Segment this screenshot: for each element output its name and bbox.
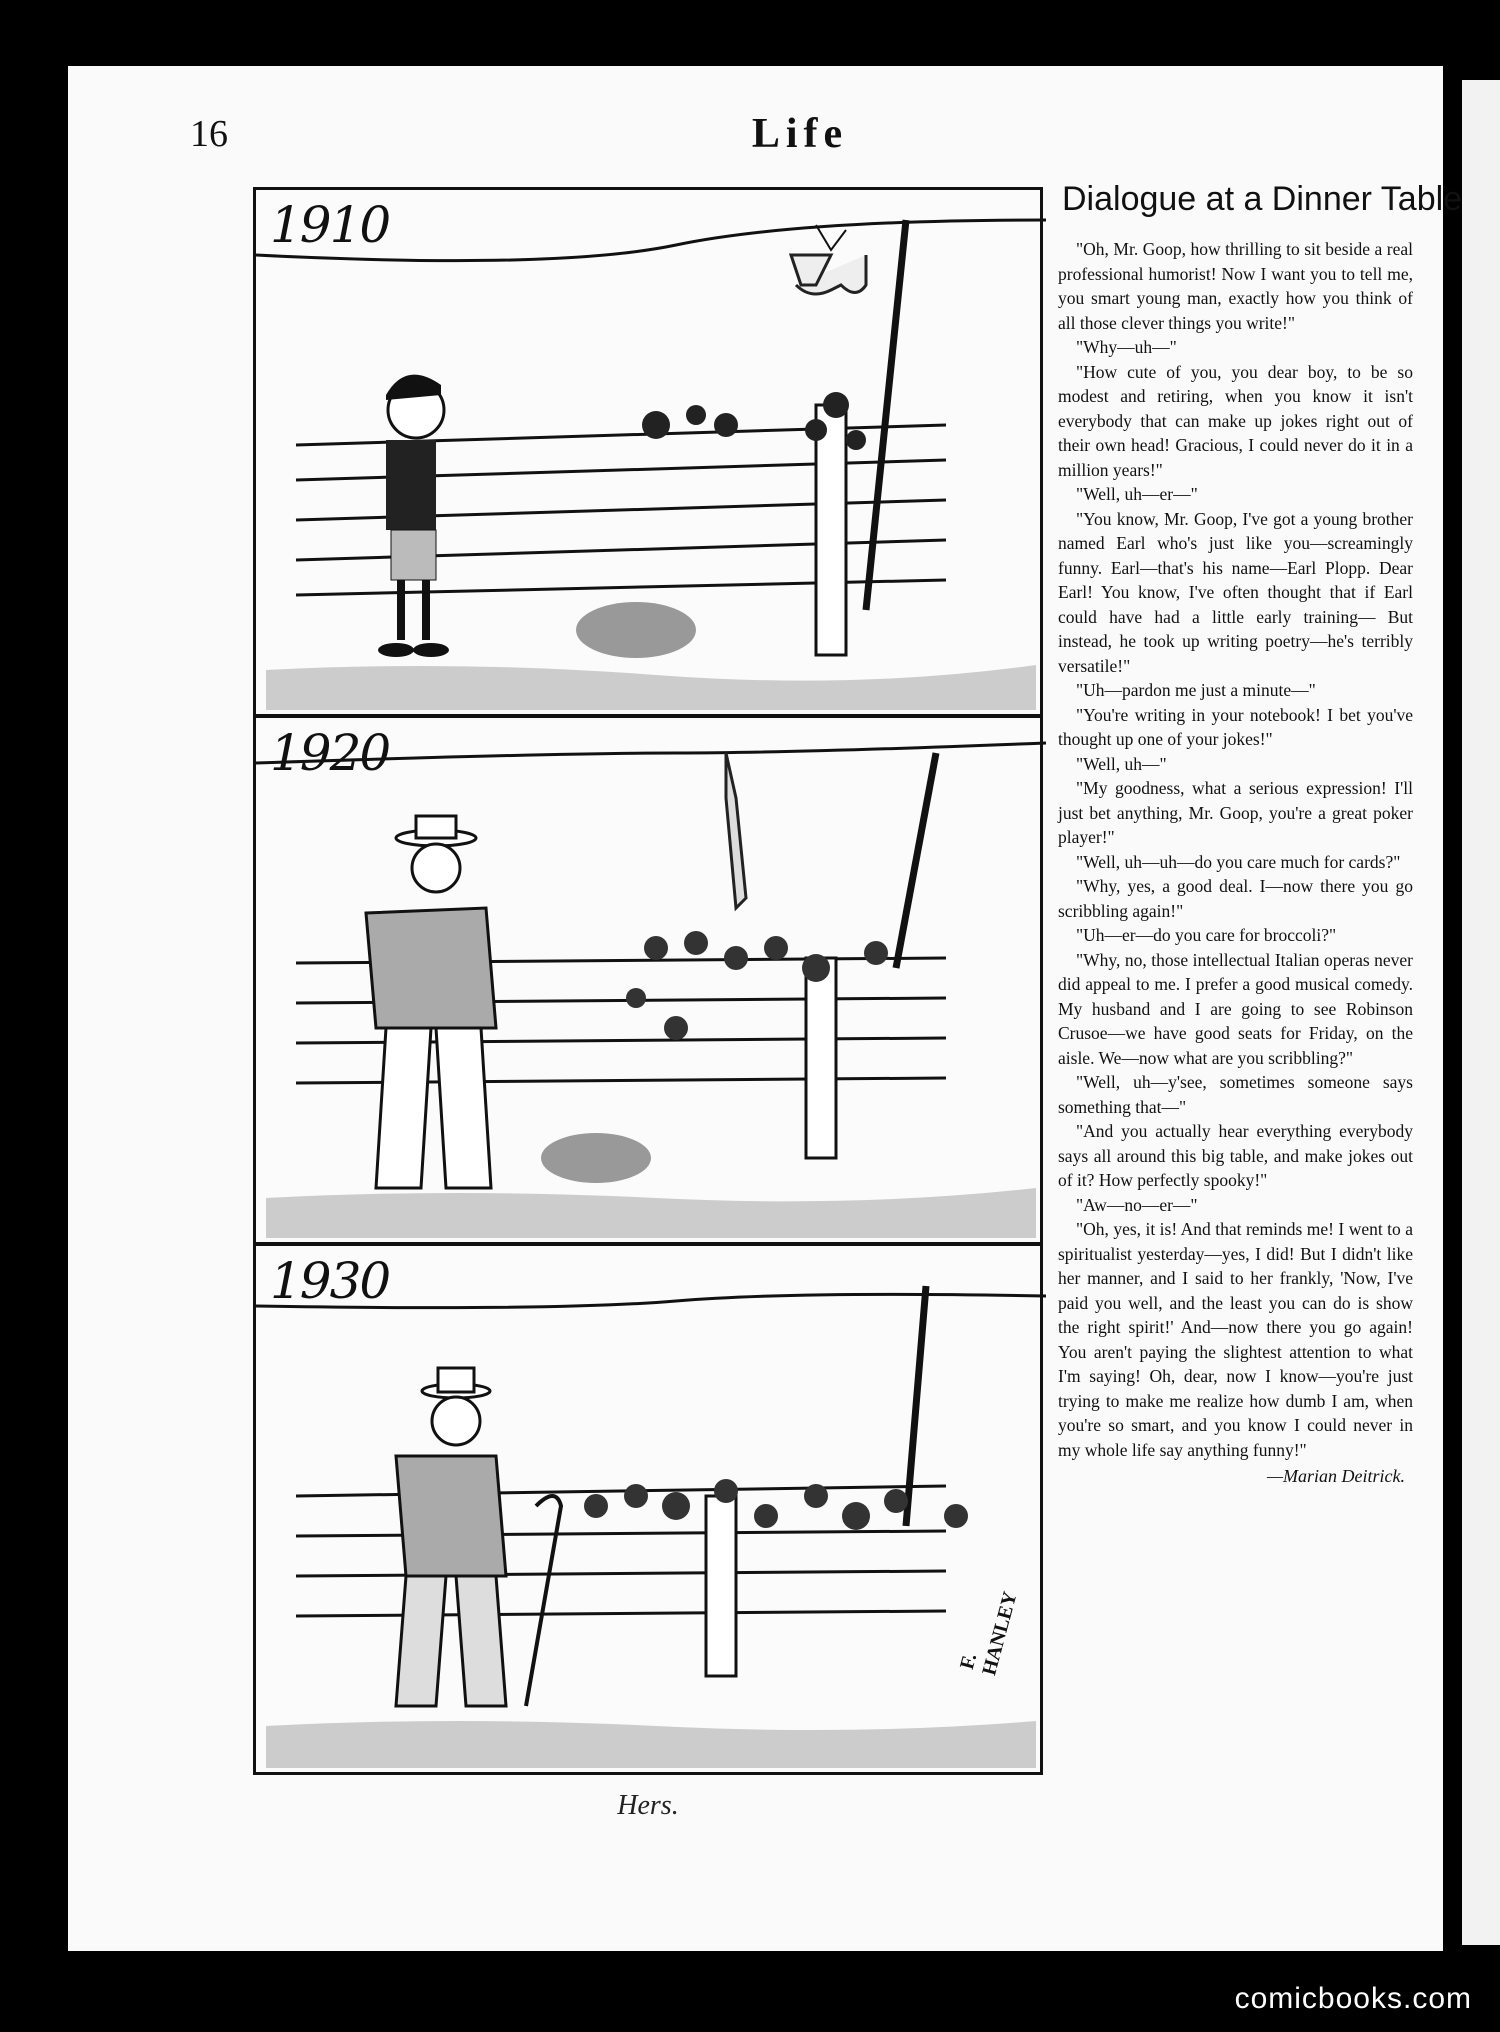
article-paragraph: "Well, uh—uh—do you care much for cards?" (1076, 851, 1401, 872)
page-number: 16 (190, 113, 228, 155)
cartoon-panel-1930 (253, 1243, 1043, 1775)
panel-year-label: 1910 (270, 196, 390, 254)
cartoon-caption: Hers. (617, 1790, 679, 1821)
cartoon-panel-1920 (253, 715, 1043, 1245)
article-title: Dialogue at a Dinner Table (1062, 180, 1463, 218)
ground (266, 1188, 1036, 1238)
ground (266, 665, 1036, 710)
article-paragraph: "Oh, Mr. Goop, how thrilling to sit beside a real professional humorist! Now I want you to tell me, you smart young man, exactly how you think of all those clever things you write!" (1058, 239, 1413, 333)
article-paragraph: "And you actually hear everything everybody says all around this big table, and make jokes out of it? How perfectly spooky!" (1058, 1121, 1413, 1190)
article-paragraph: "Why, no, those intellectual Italian operas never did appeal to me. I prefer a good musical comedy. My husband and I are going to see Robinson Crusoe—we have good seats for Friday, on the aisle. We—now what are you scribbling?" (1058, 949, 1413, 1068)
article-paragraph: "You know, Mr. Goop, I've got a young brother named Earl who's just like you—screamingly funny. Earl—that's his name—Earl Plopp. Dear Earl! You know, I've often thought that if Earl could have had a little early training— But instead, he took up writing poetry—he's terribly versatile!" (1058, 508, 1413, 676)
article-paragraph: "Well, uh—er—" (1076, 484, 1198, 504)
fence (296, 1286, 946, 1676)
article-paragraph: "Well, uh—y'see, sometimes someone says something that—" (1058, 1072, 1413, 1117)
article-paragraph: "Well, uh—" (1076, 753, 1167, 774)
article-paragraph: "Why, yes, a good deal. I—now there you go scribbling again!" (1058, 876, 1413, 921)
site-watermark: comicbooks.com (1234, 1982, 1472, 2015)
panel-1930-drawing (256, 1246, 1046, 1778)
older-man-figure (396, 1368, 561, 1706)
drying-garment (791, 255, 866, 294)
cartoon-strip (253, 187, 1043, 1775)
drying-garment (726, 753, 746, 908)
article (1058, 180, 1463, 1487)
panel-1910-drawing (256, 190, 1046, 720)
panel-year-label: 1920 (270, 724, 390, 782)
panel-1920-drawing (256, 718, 1046, 1248)
artist-signature: F. HANLEY (956, 1589, 1022, 1678)
ground (266, 1721, 1036, 1768)
article-paragraph: "Why—uh—" (1076, 337, 1177, 357)
young-man-figure (366, 816, 496, 1188)
article-paragraph: "Oh, yes, it is! And that reminds me! I went to a spiritualist yesterday—yes, I did! But I didn't like her manner, and I said to her frankly, 'Now, I've paid you well, and the least you can do is show the right spirit!' And—now there you go again! You aren't paying the slightest attention to what I'm saying! Oh, dear, now I know—you're just trying to make me realize how dumb I am, when you're so smart, and you know I could never in my whole life say anything funny!" (1058, 1219, 1413, 1460)
article-paragraph: "How cute of you, you dear boy, to be so modest and retiring, when you know it isn't everybody that can make up jokes right out of their own head! Gracious, I could never do it in a million years!" (1058, 361, 1413, 480)
rock (541, 1133, 651, 1183)
rock (576, 602, 696, 658)
article-paragraph: "My goodness, what a serious expression! I'll just bet anything, Mr. Goop, you're a great poker player!" (1058, 778, 1413, 847)
adjacent-page-edge (1462, 80, 1500, 1945)
masthead: Life (751, 111, 849, 157)
article-paragraph: "Uh—er—do you care for broccoli?" (1076, 925, 1337, 945)
article-body (1058, 237, 1413, 1462)
article-paragraph: "Uh—pardon me just a minute—" (1076, 680, 1316, 700)
article-paragraph: "Aw—no—er—" (1076, 1194, 1198, 1215)
panel-year-label: 1930 (270, 1252, 390, 1310)
article-byline: —Marian Deitrick. (1267, 1466, 1405, 1486)
cartoon-panel-1910 (253, 187, 1043, 717)
article-paragraph: "You're writing in your notebook! I bet you've thought up one of your jokes!" (1058, 704, 1413, 749)
ivy-leaves (626, 931, 888, 1040)
